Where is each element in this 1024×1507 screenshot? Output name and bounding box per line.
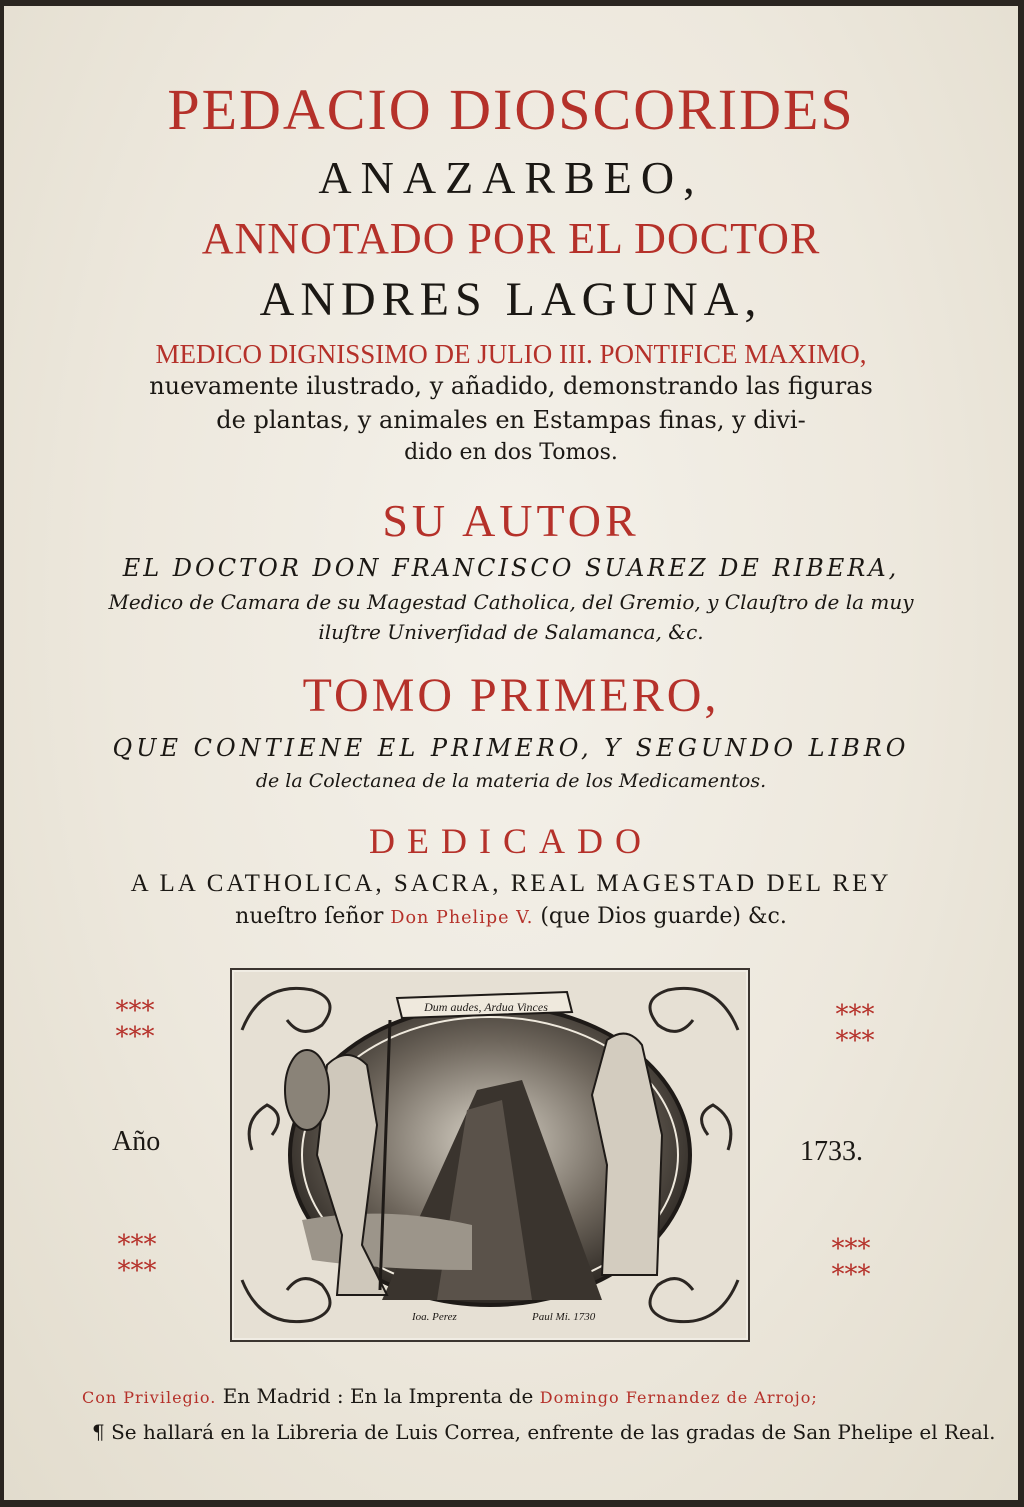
dedication-heading: DEDICADO: [369, 821, 653, 861]
star-ornament-bottom-right: *** ***: [831, 1234, 871, 1290]
author-heading: SU AUTOR: [382, 495, 640, 546]
title-line-2: ANAZARBEO,: [318, 152, 704, 203]
volume-line-2: de la Colectanea de la materia de los Medicamentos.: [255, 770, 767, 792]
pilcrow-icon: ¶: [92, 1420, 105, 1444]
author-name: EL DOCTOR DON FRANCISCO SUAREZ DE RIBERA,: [122, 554, 900, 582]
title-line-3: ANNOTADO POR EL DOCTOR: [201, 214, 821, 263]
engraving-signature-left: Ioa. Perez: [412, 1311, 457, 1323]
imprint-printer: Domingo Fernandez de Arrojo;: [539, 1388, 818, 1407]
volume-line-1: QUE CONTIENE EL PRIMERO, Y SEGUNDO LIBRO: [112, 734, 910, 762]
author-description-2: iluſtre Univerſidad de Salamanca, &c.: [318, 620, 704, 644]
subtitle-line-2: nuevamente ilustrado, y añadido, demonstrando las figuras: [149, 372, 873, 400]
imprint-privilege: Con Privilegio.: [82, 1388, 217, 1407]
year-value: 1733.: [800, 1136, 863, 1167]
subtitle-line-1: MEDICO DIGNISSIMO DE JULIO III. PONTIFICE MAXIMO,: [155, 339, 867, 369]
subtitle-line-3: de plantas, y animales en Estampas finas, y divi-: [216, 406, 806, 434]
dedication-line-1: A LA CATHOLICA, SACRA, REAL MAGESTAD DEL REY: [130, 870, 892, 897]
star-ornament-bottom-left: *** ***: [117, 1230, 157, 1286]
dedication-king: Don Phelipe V.: [390, 908, 534, 928]
imprint-madrid: En Madrid : En la Imprenta de: [222, 1384, 534, 1408]
frontispiece-engraving: [230, 968, 750, 1342]
title-line-4: ANDRES LAGUNA,: [259, 273, 763, 326]
engraving-illustration: [232, 970, 748, 1340]
dedication-post: (que Dios guarde) &c.: [540, 904, 787, 929]
volume-heading: TOMO PRIMERO,: [302, 669, 720, 722]
subtitle-line-4: dido en dos Tomos.: [404, 440, 618, 465]
dedication-pre: nueſtro ſeñor: [235, 904, 384, 929]
engraving-motto: Dum audes, Ardua Vinces: [424, 1000, 548, 1014]
engraving-signature-right: Paul Mi. 1730: [532, 1311, 596, 1323]
dedication-line-2: [4, 904, 1018, 929]
title-line-1: PEDACIO DIOSCORIDES: [167, 77, 855, 142]
year-label: Año: [112, 1126, 161, 1157]
title-page: [4, 6, 1018, 1500]
star-ornament-top-right: *** ***: [835, 1000, 875, 1056]
imprint-line-1: [82, 1384, 818, 1408]
imprint-shop: Se hallará en la Libreria de Luis Correa, enfrente de las gradas de San Phelipe el Real.: [111, 1420, 996, 1444]
author-description-1: Medico de Camara de su Magestad Catholica, del Gremio, y Clauſtro de la muy: [108, 590, 914, 614]
imprint-line-2: [92, 1420, 996, 1444]
star-ornament-top-left: *** ***: [115, 996, 155, 1052]
